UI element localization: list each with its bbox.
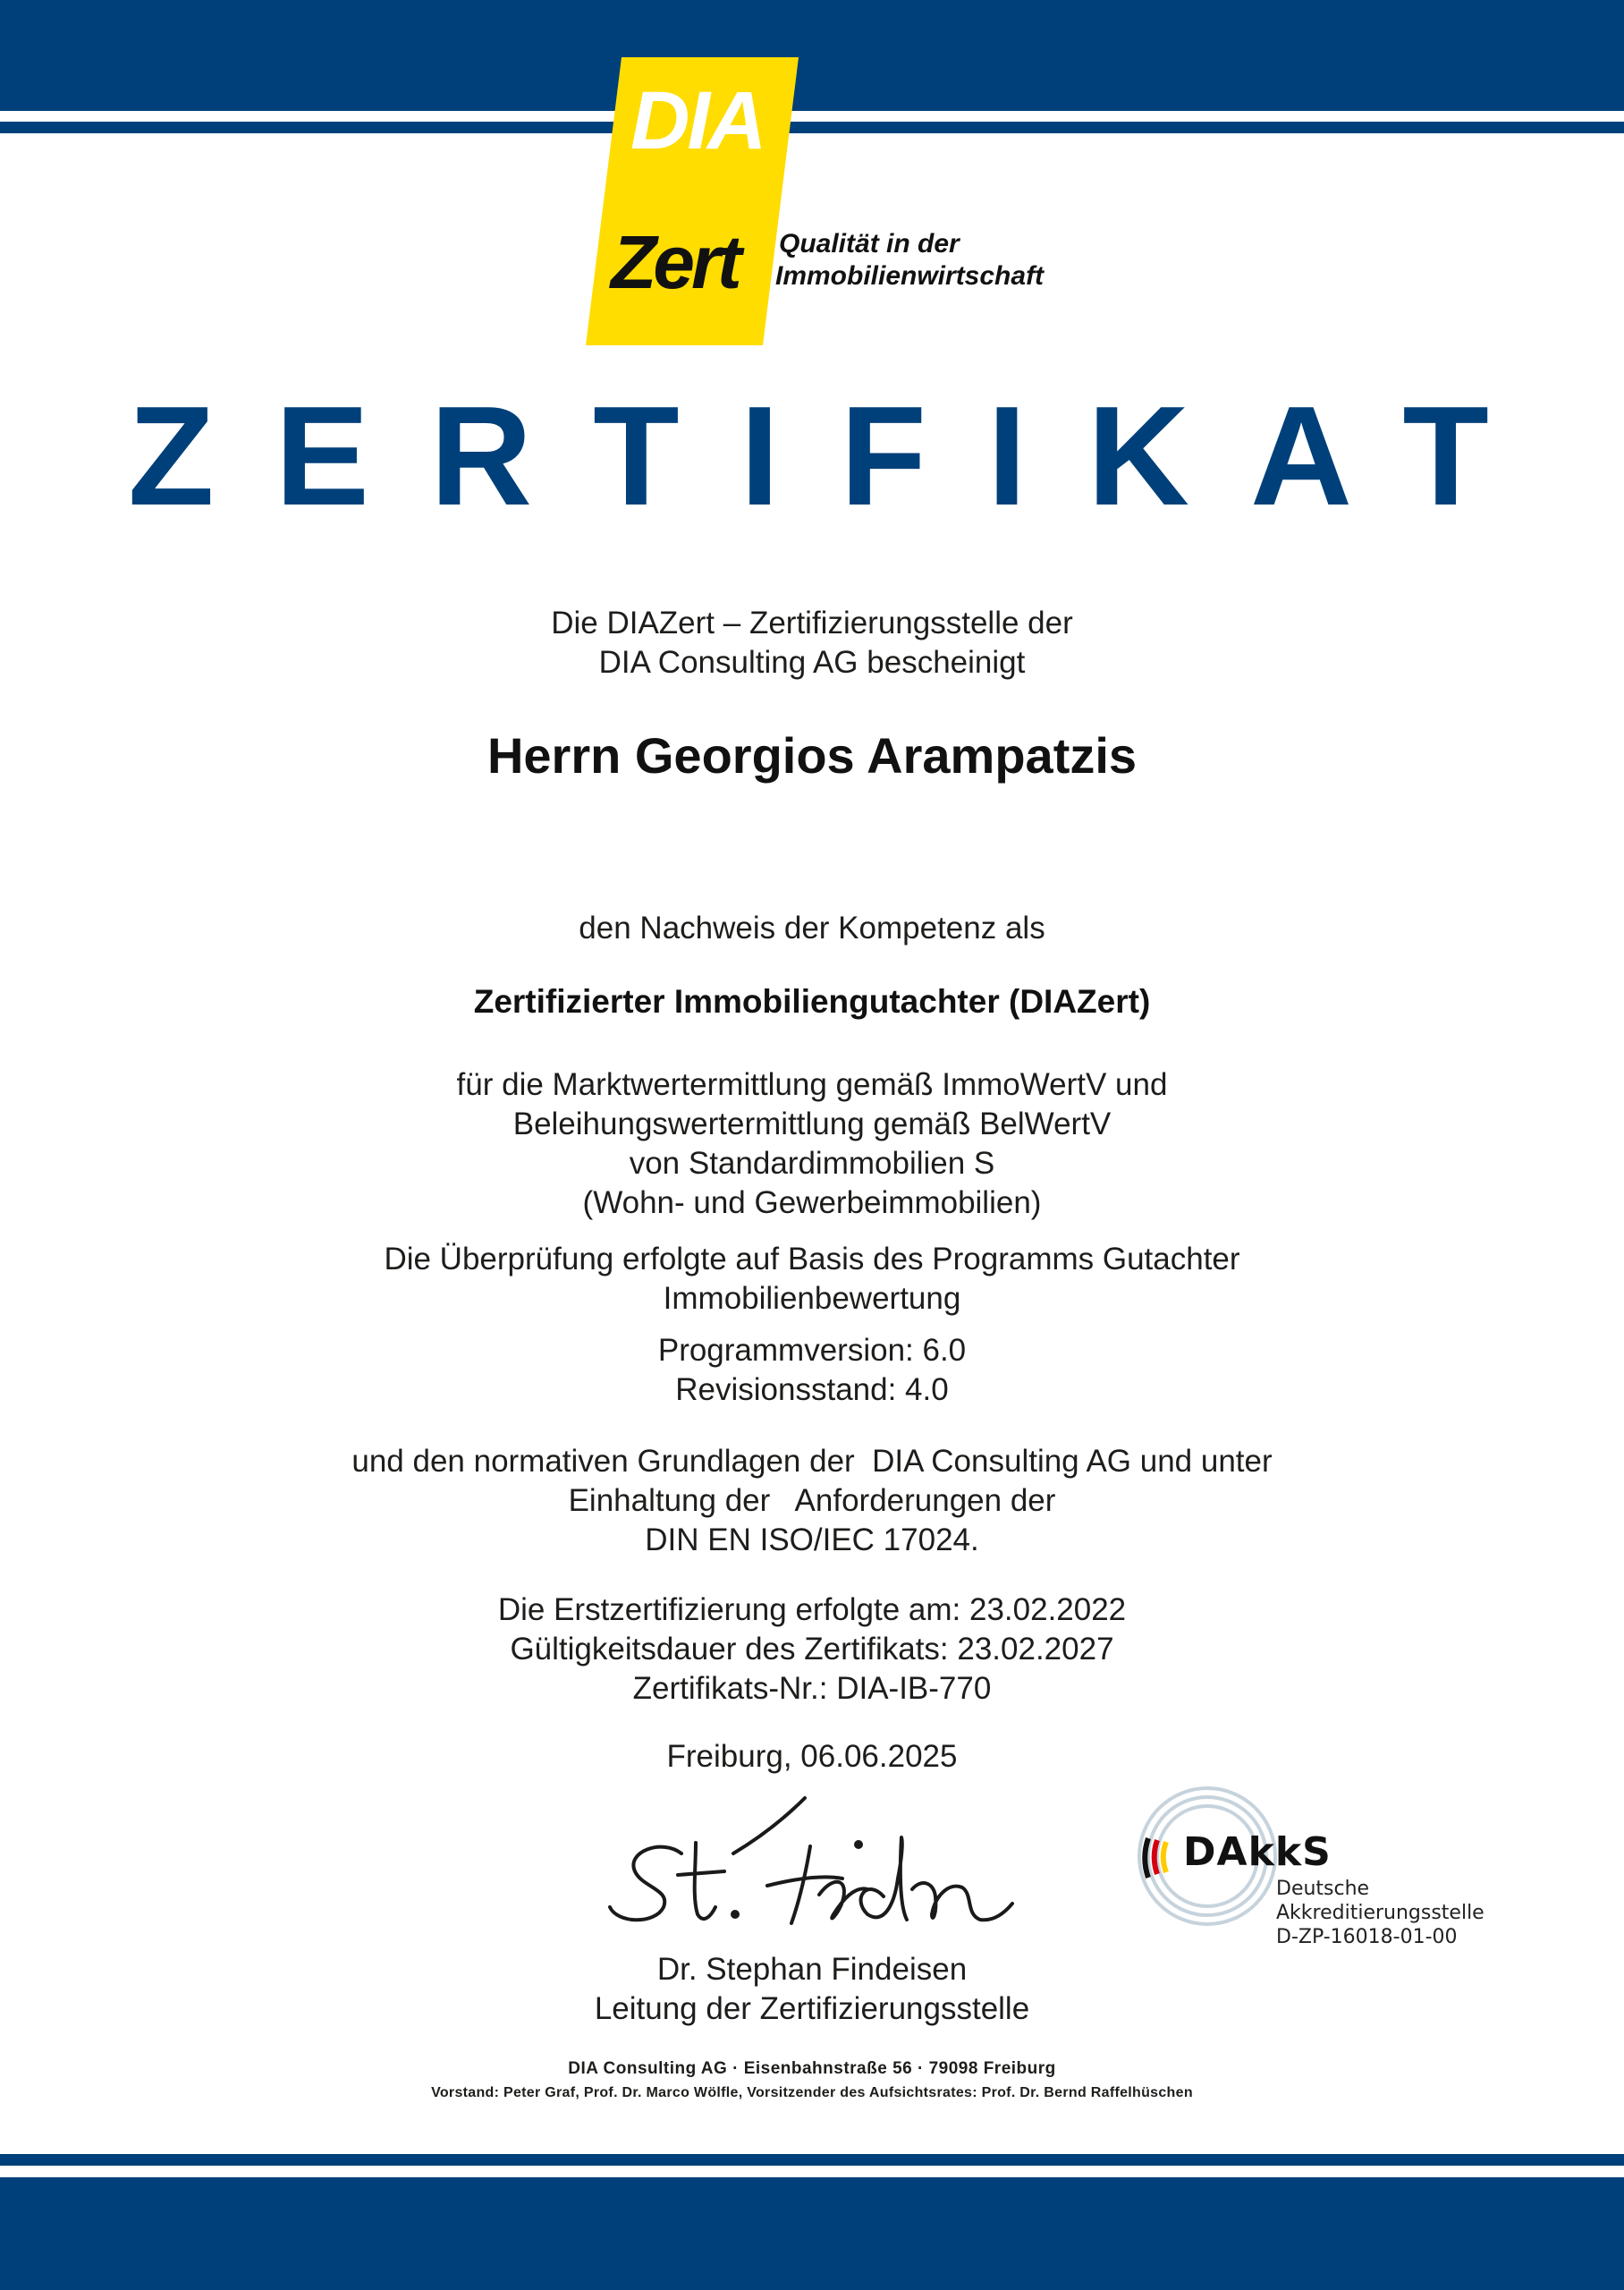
dakks-wordmark: DAkkS — [1183, 1829, 1332, 1875]
program-version: Programmversion: 6.0 — [657, 1333, 967, 1368]
logo-tagline-1: Qualität in der — [779, 229, 960, 259]
logo-zert-text: Zert — [611, 220, 739, 304]
signatory-name: Dr. Stephan Findeisen — [656, 1952, 968, 1987]
signatory-role: Leitung der Zertifizierungsstelle — [594, 1991, 1030, 2026]
dakks-line-2: Akkreditierungsstelle — [1276, 1902, 1484, 1924]
footer-address: DIA Consulting AG · Eisenbahnstraße 56 · 79098 Freiburg — [568, 2059, 1056, 2078]
certificate-title: ZERTIFIKAT — [128, 377, 1550, 535]
diazert-logo — [586, 57, 1051, 345]
bottom-rule — [0, 2154, 1624, 2166]
dakks-line-1: Deutsche — [1276, 1878, 1370, 1900]
issuer-statement — [0, 604, 1624, 683]
logo-tagline-2: Immobilienwirtschaft — [775, 261, 1045, 291]
footer-board: Vorstand: Peter Graf, Prof. Dr. Marco Wölfle, Vorsitzender des Aufsichtsrates: Prof. Dr. Bernd Raffelhüschen — [431, 2085, 1193, 2100]
scope-line-2: Beleihungswertermittlung gemäß BelWertV — [512, 1107, 1112, 1141]
first-certification-date: Die Erstzertifizierung erfolgte am: 23.02.2022 — [497, 1592, 1127, 1627]
dakks-line-3: D-ZP-16018-01-00 — [1276, 1926, 1458, 1948]
normative-text — [0, 1442, 1624, 1560]
dakks-accreditation-mark — [1136, 1785, 1511, 1963]
place-and-date: Freiburg, 06.06.2025 — [666, 1739, 958, 1774]
revision-status: Revisionsstand: 4.0 — [675, 1372, 949, 1407]
qualification-title: Zertifizierter Immobiliengutachter (DIAZert) — [473, 983, 1151, 1020]
normative-line-1: und den normativen Grundlagen der DIA Consulting AG und unter — [351, 1444, 1273, 1479]
proof-line: den Nachweis der Kompetenz als — [579, 911, 1045, 946]
issuer-line-2: DIA Consulting AG bescheinigt — [598, 645, 1026, 680]
review-line-1: Die Überprüfung erfolgte auf Basis des Programms Gutachter — [384, 1242, 1240, 1276]
scope-line-1: für die Marktwertermittlung gemäß ImmoWertV und — [456, 1067, 1168, 1102]
dakks-text — [1276, 1877, 1484, 1949]
version-info — [0, 1331, 1624, 1410]
normative-line-2: Einhaltung der Anforderungen der — [568, 1483, 1056, 1518]
validity-date: Gültigkeitsdauer des Zertifikats: 23.02.2027 — [510, 1632, 1114, 1667]
review-line-2: Immobilienbewertung — [663, 1281, 961, 1316]
issuer-line-1: Die DIAZert – Zertifizierungsstelle der — [551, 606, 1073, 640]
scope-line-3: von Standardimmobilien S — [629, 1146, 995, 1181]
review-text — [0, 1240, 1624, 1319]
signature — [599, 1789, 1046, 1941]
bottom-band — [0, 2177, 1624, 2290]
logo-dia-text: DIA — [630, 75, 765, 166]
scope-text — [0, 1065, 1624, 1223]
normative-line-3: DIN EN ISO/IEC 17024. — [645, 1522, 979, 1557]
certificate-number: Zertifikats-Nr.: DIA-IB-770 — [632, 1671, 992, 1706]
certificate-dates — [0, 1590, 1624, 1709]
recipient-name: Herrn Georgios Arampatzis — [486, 727, 1138, 784]
scope-line-4: (Wohn- und Gewerbeimmobilien) — [582, 1185, 1042, 1220]
